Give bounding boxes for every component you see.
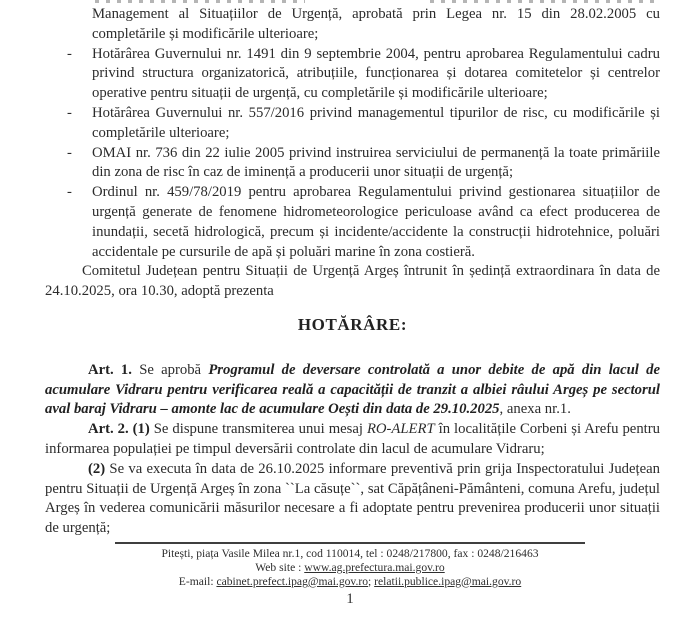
dash-bullet: - [67,104,72,121]
footer-rule [115,542,585,544]
page-number: 1 [346,590,354,607]
article-2-1-text-b: în localitățile Corbeni și Arefu pentru informarea populației pe timpul deversării controlate din lacul de acumulare Vidraru; [45,421,660,457]
article-2-1-label: Art. 2. (1) [88,421,150,438]
footer-website-line [0,561,700,575]
email-label: E-mail: [178,574,217,588]
list-item [67,104,660,144]
article-2-2-text: Se va executa în data de 26.10.2025 informare preventivă prin grija Inspectoratului Județean pentru Situații de Urgență Argeș în zona ``La căsuțe``, sat Căpățâneni-Pământeni, comuna Arefu, județul Argeș în vederea comunicării măsurilor necesare a fi adoptate pentru prevenirea producerii unor situații de urgență; [45,460,660,537]
list-item-text: Ordinul nr. 459/78/2019 pentru aprobarea Regulamentului privind gestionarea situațiilor de urgență generate de fenomene hidrometeorologice periculoase având ca efect producerea de inundații, secetă hidrologică, precum și incidente/accidente la construcții hidrotehnice, poluări accidentale pe cursurile de apă și poluări marine în zona costieră. [92,184,660,260]
article-2-2-label: (2) [88,460,106,477]
article-1 [45,361,660,420]
decision-heading: HOTĂRÂRE: [297,314,408,334]
email-link-1: cabinet.prefect.ipag@mai.gov.ro [216,574,369,588]
article-2-1-text-a: Se dispune transmiterea unui mesaj [149,421,367,438]
article-1-program-title: Programul de deversare controlată a unor debite de apă din lacul de acumulare Vidraru pentru verificarea reală a capacității de tranzit a albiei râului Argeș pe sectorul aval baraj Vidraru – amonte lac de acumulare Oești din data de 29.10.2025 [45,361,660,418]
cut-off-text-fragment [95,0,305,3]
cut-off-text-fragment [430,0,660,3]
dash-bullet: - [67,45,72,62]
footer-email-line [0,575,700,589]
website-label: Web site : [255,560,305,574]
list-item [67,183,660,262]
list-item-text: Hotărârea Guvernului nr. 557/2016 privind managementul tipurilor de risc, cu modificările și completările ulterioare; [92,104,660,141]
dash-bullet: - [67,184,72,201]
list-item-text: Hotărârea Guvernului nr. 1491 din 9 septembrie 2004, pentru aprobarea Regulamentului cadru privind structura organizatorică, atribuțiile, funcționarea și dotarea comitetelor și centrelor operative pentru situații de urgență, cu completările și modificările ulterioare; [92,45,660,102]
dash-bullet: - [67,144,72,161]
article-1-text: Se aprobă [131,361,209,378]
legal-references-list [67,45,660,263]
footer-address: Pitești, piața Vasile Milea nr.1, cod 110014, tel : 0248/217800, fax : 0248/216463 [161,547,539,560]
ro-alert-term: RO-ALERT [366,421,435,438]
article-1-label: Art. 1. [88,361,132,378]
article-2-paragraph-1 [45,420,660,460]
list-item [67,144,660,184]
article-1-annex: , anexa nr.1. [499,401,571,418]
email-separator: ; [368,574,375,588]
page-footer [0,542,700,607]
committee-paragraph: Comitetul Județean pentru Situații de Urgență Argeș întrunit în ședință extraordinara în data de 24.10.2025, ora 10.30, adoptă prezenta [45,263,660,300]
list-item-continuation: Management al Situațiilor de Urgență, aprobată prin Legea nr. 15 din 28.02.2005 cu completările și modificările ulterioare; [92,6,660,42]
list-item-text: OMAI nr. 736 din 22 iulie 2005 privind instruirea serviciului de permanență la toate primăriile din zona de risc în caz de iminență a producerii unor situații de urgență; [92,144,660,181]
article-2-paragraph-2 [45,460,660,539]
website-link: www.ag.prefectura.mai.gov.ro [304,560,445,574]
email-link-2: relatii.publice.ipag@mai.gov.ro [374,574,522,588]
list-item [67,45,660,104]
